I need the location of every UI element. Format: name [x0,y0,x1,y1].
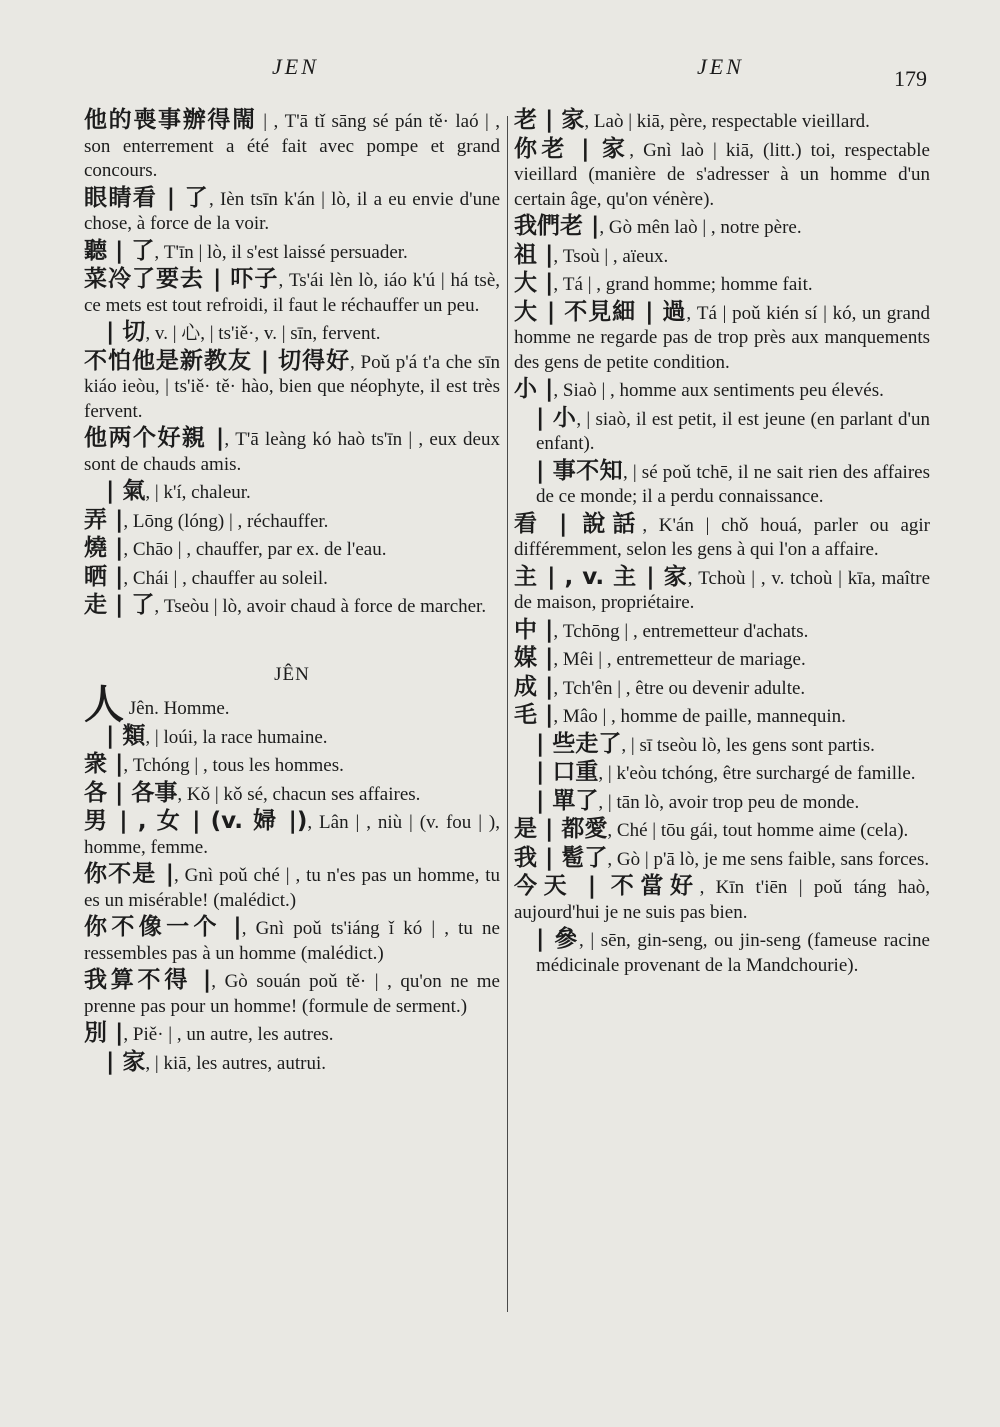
dictionary-entry: 中 |, Tchōng | , entremetteur d'achats. [514,616,809,643]
dictionary-entry: 聽 | 了, T'īn | lò, il s'est laissé persuader. [84,237,408,264]
dictionary-entry: | 些走了, | sī tseòu lò, les gens sont partis. [536,730,875,757]
column-divider [507,116,508,1312]
dictionary-entry: 晒 |, Chái | , chauffer au soleil. [84,563,328,590]
dictionary-entry: 主 | , v. 主 | 家, Tchoù | , v. tchoù | kīa, maître de maison, propriétaire. [514,563,931,613]
dictionary-entry: 你不是 |, Gnì poǔ ché | , tu n'es pas un homme, tu es un misérable! (malédict.) [84,861,501,911]
dictionary-entry: | 單了, | tān lò, avoir trop peu de monde. [536,787,860,814]
dictionary-entry: 成 |, Tch'ên | , être ou devenir adulte. [514,673,806,700]
dictionary-entry: 我算不得 |, Gò souán poǔ tě· | , qu'on ne me prenne pas pour un homme! (formule de serment.) [84,967,500,1017]
left-entries [84,108,500,620]
right-column [514,108,930,980]
main-entry-character: 人 [84,681,124,728]
page-number: 179 [894,66,927,91]
dictionary-entry: | 口重, | k'eòu tchóng, être surchargé de famille. [536,759,916,785]
main-entry [84,681,500,728]
dictionary-entry: | 參, | sēn, gin-seng, ou jin-seng (fameuse racine médicinale provenant de la Mandchourie). [536,926,930,976]
dictionary-entry: 毛 |, Mâo | , homme de paille, mannequin. [514,702,846,728]
dictionary-entry: 看 | 說話, K'án | chǒ houá, parler ou agir différemment, selon les gens à qui l'on a affaire. [514,510,930,560]
dictionary-entry: 弄 |, Lōng (lóng) | , réchauffer. [84,506,329,533]
dictionary-entry: | 家, | kiā, les autres, autrui. [106,1048,326,1075]
dictionary-entry: 他两个好親 |, T'ā leàng kó haò ts'īn | , eux deux sont de chauds amis. [84,425,500,475]
running-header-left: JEN [272,54,319,79]
dictionary-entry: | 氣, | k'í, chaleur. [106,478,251,504]
dictionary-entry: 老 | 家, Laò | kiā, père, respectable vieillard. [514,107,870,133]
dictionary-entry: | 小, | siaò, il est petit, il est jeune (en parlant d'un enfant). [536,404,930,454]
dictionary-entry: | 切, v. | 心, | ts'iě·, v. | sīn, fervent. [106,319,381,345]
dictionary-entry: 是 | 都愛, Ché | tōu gái, tout homme aime (cela). [514,816,909,842]
dictionary-entry: 燒 |, Chāo | , chauffer, par ex. de l'eau. [84,535,387,561]
dictionary-entry: 大 |, Tá | , grand homme; homme fait. [514,270,813,296]
dictionary-entry: 各 | 各事, Kǒ | kǒ sé, chacun ses affaires. [84,779,421,806]
dictionary-entry: 衆 |, Tchóng | , tous les hommes. [84,751,344,777]
running-header-right: JEN [697,54,744,79]
dictionary-entry: 走 | 了, Tseòu | lò, avoir chaud à force de marcher. [84,592,487,618]
main-entry-text: Jên. Homme. [128,697,230,719]
dictionary-entry: | 事不知, | sé poǔ tchē, il ne sait rien des affaires de ce monde; il a perdu connaissance. [536,457,930,507]
dictionary-entry: 我 | 髱了, Gò | p'ā lò, je me sens faible, sans forces. [514,844,930,871]
dictionary-entry: 祖 |, Tsoù | , aïeux. [514,241,669,268]
dictionary-entry: 不怕他是新教友 | 切得好, Poǔ p'á t'a che sīn kiáo ieòu, | ts'iě· tě· hào, bien que néophyte, il est très fervent. [84,347,500,422]
dictionary-entry: 眼睛看 | 了, Ièn tsīn k'án | lò, il a eu envie d'une chose, à force de la voir. [84,184,500,234]
dictionary-entry: 媒 |, Mêi | , entremetteur de mariage. [514,645,806,671]
dictionary-entry: 你老 | 家, Gnì laò | kiā, (litt.) toi, respectable vieillard (manière de s'adresser à un homme d'un certain âge, qu'on vénère). [514,135,930,210]
left-column [84,108,500,1078]
dictionary-entry: | 類, | loúi, la race humaine. [106,722,328,749]
left-entries-2 [84,724,500,1077]
dictionary-entry: 大 | 不見細 | 過, Tá | poǔ kién sí | kó, un grand homme ne regarde pas de trop près aux manquements des gens de petite condition. [514,298,930,373]
dictionary-entry: 別 |, Piě· | , un autre, les autres. [84,1020,334,1046]
dictionary-entry: 我們老 |, Gò mên laò | , notre père. [514,213,802,239]
section-title: JÊN [274,663,310,685]
dictionary-entry: 他的喪事辦得閙 | , T'ā tǐ sāng sé pán tě· laó | , son enterrement a été fait avec pompe et grand concours. [84,107,501,181]
dictionary-entry: 男 | , 女 | (v. 婦 |), Lân | , niù | (v. fou | ), homme, femme. [84,808,500,858]
dictionary-entry: 小 |, Siaò | , homme aux sentiments peu élevés. [514,376,884,402]
dictionary-entry: 菜冷了要去 | 吓子, Ts'ái lèn lò, iáo k'ú | há tsè, ce mets est tout refroidi, il faut le réchauffer un peu. [84,266,501,316]
dictionary-entry: 你不像一个 |, Gnì poǔ ts'iáng ǐ kó | , tu ne ressembles pas à un homme (malédict.) [84,914,500,964]
dictionary-entry: 今天 | 不當好, Kīn t'iēn | poǔ táng haò, aujourd'hui je ne suis pas bien. [514,873,930,923]
